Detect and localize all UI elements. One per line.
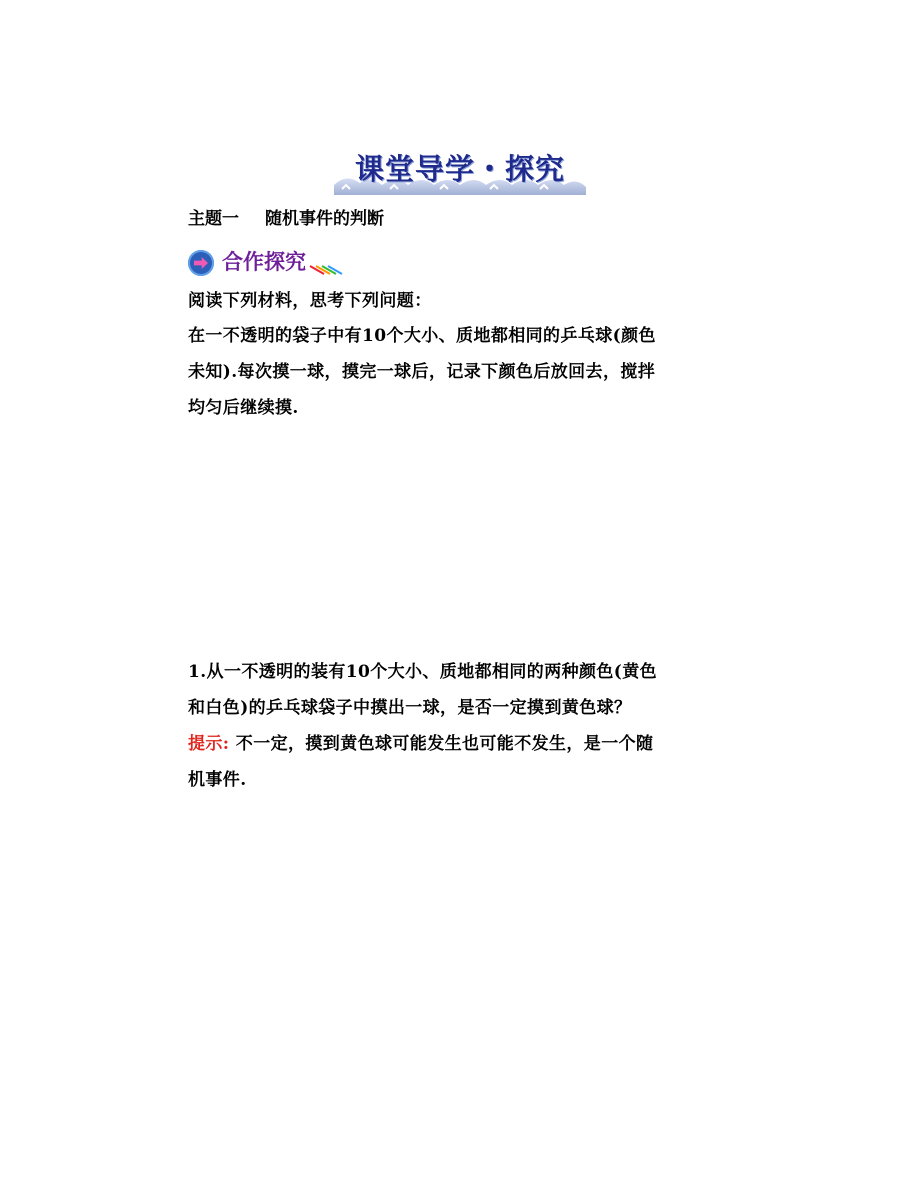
material-paragraph	[188, 318, 748, 426]
section-tag	[186, 246, 356, 278]
hint-line: 机事件.	[188, 770, 247, 790]
section-label: 合作探究	[222, 250, 306, 274]
material-line: 未知).每次摸一球，摸完一球后，记录下颜色后放回去，搅拌	[188, 362, 656, 382]
topic-heading	[188, 204, 384, 229]
stripes-decoration-icon	[308, 264, 348, 276]
hint-label: 提示:	[188, 734, 230, 754]
question-line: 和白色)的乒乓球袋子中摸出一球，是否一定摸到黄色球？	[188, 698, 632, 718]
hint-text: 不一定，摸到黄色球可能发生也可能不发生，是一个随	[229, 734, 654, 754]
banner-title: 课堂导学・探究	[354, 152, 565, 186]
arrow-circle-icon	[188, 250, 214, 276]
material-line: 在一不透明的袋子中有10个大小、质地都相同的乒乓球(颜色	[188, 326, 656, 346]
question-line: 1.从一不透明的装有10个大小、质地都相同的两种颜色(黄色	[188, 662, 658, 682]
intro-text: 阅读下列材料，思考下列问题：	[188, 291, 432, 311]
title-banner	[330, 145, 590, 201]
question-paragraph	[188, 654, 748, 798]
topic-title: 随机事件的判断	[265, 209, 384, 229]
material-line: 均匀后继续摸.	[188, 398, 299, 418]
hint-line	[188, 726, 748, 762]
topic-number: 主题一	[188, 209, 239, 229]
